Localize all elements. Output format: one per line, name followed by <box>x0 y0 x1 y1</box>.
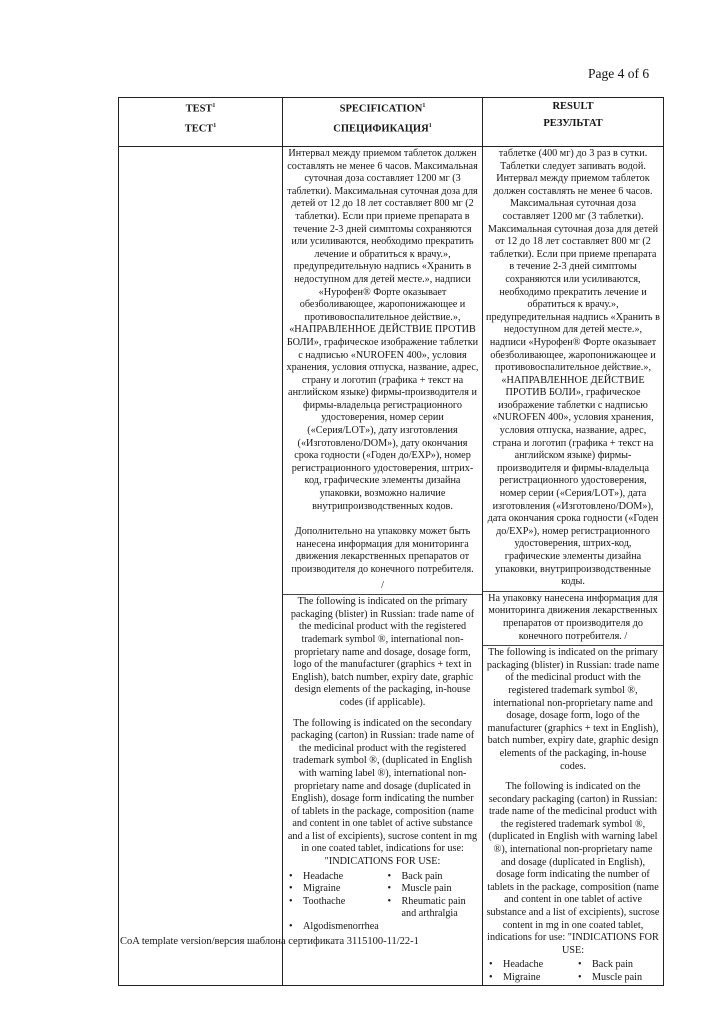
spec-ru-main: Интервал между приемом таблеток должен составлять не менее 6 часов. Максимальная суточная доза составляет 1200 мг (3 таблетки). Максимальная суточная доза для детей от 12 до 18 лет составляет 800 мг (2 таблетки). Если при приеме препарата в течение 2-3 дней симптомы сохраняются или усиливаются, необходимо прекратить лечение и обратиться к врачу.», предупредительную надпись «Хранить в недоступном для детей месте.», надписи «Нурофен® Форте оказывает обезболивающее, жаропонижающее и противовоспалительное действие.», «НАПРАВЛЕННОЕ ДЕЙСТВИЕ ПРОТИВ БОЛИ», графическое изображение таблетки с надписью «NUROFEN 400», условия хранения, условия отпуска, название, адрес, страну и логотип (графика + текст на английском языке) фирмы-производителя и фирмы-владельца регистрационного удостоверения, номер серии («Серия/LOT»), дату изготовления («Изготовлено/DOM»), дату окончания срока годности («Годен до/EXP»), номер регистрационного удостоверения, штрих-код, графические элементы дизайна упаковки, возможно наличие внутрипроизводственных кодов. <box>286 148 479 512</box>
header-spec-ru: СПЕЦИФИКАЦИЯ <box>333 123 429 134</box>
header-test-en: TEST <box>185 103 213 115</box>
header-result-ru: РЕЗУЛЬТАТ <box>543 118 603 129</box>
result-ru-main: таблетке (400 мг) до 3 раз в сутки. Таблетки следует запивать водой. Интервал между приемом таблеток должен составлять не менее 6 часов. Максимальная суточная доза составляет 1200 мг (3 таблетки). Максимальная суточная доза для детей от 12 до 18 лет составляет 800 мг (2 таблетки). Если при приеме препарата в течение 2-3 дней симптомы сохраняются или усиливаются, необходимо прекратить лечение и обратиться к врачу.», предупредительная надпись «Хранить в недоступном для детей месте.», надписи «Нурофен® Форте оказывает обезболивающее, жаропонижающее и противовоспалительное действие.», «НАПРАВЛЕННОЕ ДЕЙСТВИЕ ПРОТИВ БОЛИ», графическое изображение таблетки с надписью «NUROFEN 400», условия хранения, условия отпуска, название, адрес, страна и логотип (графика + текст на английском языке) фирмы-производителя и фирмы-владельца регистрационного удостоверения, номер серии («Серия/LOT»), дата изготовления («Изготовлено/DOM»), дата окончания срока годности («Годен до/EXP»), номер регистрационного удостоверения, штрих-код, графические элементы дизайна упаковки, внутрипроизводственные коды. <box>486 148 660 588</box>
list-item: • Migraine <box>289 883 382 896</box>
header-test-ru: ТЕСТ <box>184 123 214 134</box>
table-body-row <box>119 147 664 986</box>
header-specification: SPECIFICATION$^1$ СПЕЦИФИКАЦИЯ$^1$ <box>283 98 483 147</box>
result-en-secondary: The following is indicated on the secondary packaging (carton) in Russian: trade name of the medicinal product with the registered trademark symbol ®, (duplicated in English with warning label ®), international non-proprietary name and dosage (duplicated in English), dosage form indicating the number of tablets in the package, composition (name and content in one tablet of active substance and a list of excipients), sucrose content in mg in one coated tablet, indications for use: "INDICATIONS FOR USE: <box>486 781 660 956</box>
list-item: • Headache <box>489 959 572 972</box>
list-item: • Rheumatic pain and arthralgia <box>388 896 481 921</box>
page-number: Page 4 of 6 <box>588 66 650 81</box>
spec-ru-additional: Дополнительно на упаковку может быть нанесена информация для мониторинга движения лекарственных препаратов от производителя до конечного потребителя. <box>291 526 474 575</box>
list-item: • Muscle pain <box>578 972 661 985</box>
list-item: • Back pain <box>578 959 661 972</box>
header-result-en: RESULT <box>552 101 594 112</box>
spec-en-secondary: The following is indicated on the secondary packaging (carton) in Russian: trade name of the medicinal product with the registered trademark symbol ®, (duplicated in English with warning label ®), international non-proprietary name and dosage (duplicated in English), dosage form indicating the number of tablets in the package, composition (name and content in one tablet of active substance and a list of excipients), sucrose content in mg in one coated tablet, indications for use: "INDICATIONS FOR USE: <box>287 717 478 868</box>
list-item: • Back pain <box>388 871 481 884</box>
list-item: • Algodismenorrhea <box>289 921 382 934</box>
result-en-primary: The following is indicated on the primary packaging (blister) in Russian: trade name of the medicinal product with the registered trademark symbol ®, international non-proprietary name and dosage, dosage form, logo of the manufacturer (graphics + text in English), batch number, expiry date, graphic design elements of the packaging, in-house codes. <box>483 645 663 775</box>
spec-indications-list <box>283 871 482 934</box>
list-item: • Migraine <box>489 972 572 985</box>
coa-table <box>118 97 664 986</box>
list-item: • Headache <box>289 871 382 884</box>
result-indications-list <box>483 959 663 984</box>
test-cell <box>119 147 283 986</box>
result-ru-additional: На упаковку нанесена информация для мониторинга движения лекарственных препаратов от производителя до конечного потребителя. / <box>483 591 663 645</box>
spec-en-primary: The following is indicated on the primary packaging (blister) in Russian: trade name of the medicinal product with the registered trademark symbol ®, international non-proprietary name and dosage, dosage form, logo of the manufacturer (graphics + text in English), batch number, expiry date, graphic design elements of the packaging, in-house codes (if applicable). <box>283 594 482 711</box>
footer-template-version: CoA template version/версия шаблона сертификата 3115100-11/22-1 <box>120 936 419 947</box>
specification-cell <box>283 147 483 986</box>
list-item: • Toothache <box>289 896 382 921</box>
header-result <box>483 98 664 147</box>
result-cell <box>483 147 664 986</box>
header-test: TEST$^1$ ТЕСТ$^1$ <box>119 98 283 147</box>
header-spec-en: SPECIFICATION <box>339 103 423 115</box>
table-header-row <box>119 98 664 147</box>
spec-slash: / <box>381 579 384 591</box>
list-item: • Muscle pain <box>388 883 481 896</box>
